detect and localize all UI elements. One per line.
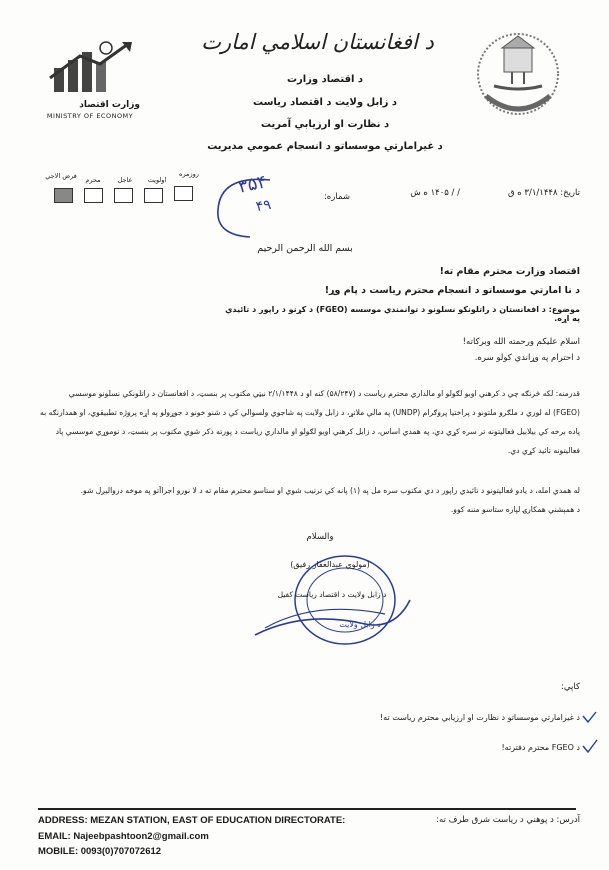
handwritten-number: ۳۵۴ [236, 171, 269, 198]
paragraph-1-line-3: پاده برخه کي بيلابيل فعاليتونه تر سره کړي دي، په همدي اساس، د زابل کرهني اوبو لګولو او مالداري رياست د پورته ذکر شوي مکتوب پر بنسټ، د نوموړي موسسي پاد [55, 427, 580, 436]
ministry-name-en: MINISTRY OF ECONOMY [46, 112, 134, 120]
priority-checkbox-urgent[interactable] [114, 188, 133, 203]
priority-checkbox-priority[interactable] [144, 188, 163, 203]
number-label: شماره: [323, 192, 350, 202]
paragraph-1-line-4: فعاليتونه تائيد کړي دي. [507, 446, 580, 455]
handwritten-loop [200, 165, 290, 245]
bismillah: بسم الله الرحمن الرحيم [257, 243, 353, 254]
priority-checkbox-confidential[interactable] [84, 188, 103, 203]
priority-label-confidential: محرم [85, 176, 101, 184]
signer-name: (مولوي عبدالغفار رفيق) [290, 560, 370, 569]
recipient-line-2: د نا امارتي موسساتو د انسجام محترم رياست د پام وړ! [324, 285, 580, 296]
priority-boxes [44, 168, 214, 208]
priority-checkbox-routine[interactable] [174, 186, 193, 201]
closing: والسلام [306, 532, 334, 542]
emirate-emblem [472, 26, 564, 122]
handwritten-checkmarks [580, 708, 600, 758]
paragraph-2-line-1: له همدي امله، د يادو فعاليتونو د تائيدي راپور د دي مکتوب سره مل په (۱) پانه کي ترتيب شوي او ستاسو محترم مقام ته د لا نورو اجراآتو په موخه درواليږل شو. [80, 486, 580, 495]
priority-label-routine: روزمره [179, 170, 199, 178]
header-line-2: د زابل ولايت د اقتصاد رياست [252, 97, 398, 108]
solar-date: / / ۱۴۰۵ ه ش [410, 188, 460, 198]
priority-label-priority: اولويت [147, 176, 167, 184]
paragraph-1 [36, 387, 580, 458]
signer-title: د زابل ولايت د اقتصاد رياست کفيل [277, 590, 387, 599]
cc-label: کاپي: [561, 682, 580, 692]
subject-line: موضوع: د افغانستان د راتلونکو نسلونو د توانمندي موسسه (FGEO) د کړنو د راپور د تائيدي په اړه. [225, 305, 580, 323]
respect-line: د احترام په وړاندي کولو سره. [474, 353, 580, 363]
footer-address-en: ADDRESS: MEZAN STATION, EAST OF EDUCATION DIRECTORATE: [38, 815, 346, 826]
header-line-4: د غيرامارتي موسساتو د انسجام عمومي مديريت [207, 141, 443, 152]
footer-mobile: MOBILE: 0093(0)707072612 [38, 846, 162, 857]
emirate-title: د افغانستان اسلامي امارت [201, 30, 434, 54]
ministry-name-ps: وزارت اقتصاد [79, 100, 140, 110]
priority-label-urgent: عاجل [117, 176, 133, 184]
footer-divider [38, 808, 576, 810]
footer-email[interactable]: EMAIL: Najeebpashtoon2@gmail.com [38, 831, 209, 842]
ministry-logo [40, 38, 140, 118]
recipient-line-1: اقتصاد وزارت محترم مقام ته! [439, 266, 580, 277]
stamp-text: د زابل ولايت [339, 620, 381, 629]
header-line-3: د نظارت او ارزيابي آمريت [260, 119, 390, 130]
paragraph-1-line-2: (FGEO) له لوري د ملګرو ملتونو د پراختيا پروګرام (UNDP) په مالي ملاتړ، د زابل ولايت په شاجوي ولسوالي کي د شنو خونو د جوړولو په اړه پروژه تطبيقوي، او همدارنګه به [40, 408, 580, 417]
cc-item-2: د FGEO محترم دفترته! [501, 743, 580, 752]
header-line-1: د اقتصاد وزارت [286, 74, 364, 85]
cc-item-1: د غيرامارتي موسساتو د نظارت او ارزيابي محترم رياست ته! [379, 713, 580, 722]
footer-address-ps: آدرس: د پوهني د رياست شرق طرف ته: [436, 815, 580, 825]
priority-label-fard: فرض الاجي [45, 172, 77, 180]
paragraph-2 [36, 484, 580, 517]
greeting: اسلام عليکم ورحمته الله وبرکاته! [462, 337, 580, 347]
handwritten-sub-number: ۴۹ [254, 196, 273, 216]
priority-checkbox-fard[interactable] [54, 188, 73, 203]
paragraph-1-line-1: قدرمنه: لکه څرنګه چي د کرهني اوبو لګولو او مالداري محترم رياست د (۵۸/۲۴۷) کنه او د ۲/۱/۱۴۴۸ نيټي مکتوب پر بنسټ، د افغانستان د راتلونکي نسلونو موسسي [68, 389, 580, 398]
paragraph-2-line-2: د همېشني همکارۍ لپاره ستاسو مننه کوو. [450, 505, 580, 514]
hijri-date: تاريخ: ۳/۱/۱۴۴۸ ه ق [507, 188, 580, 198]
